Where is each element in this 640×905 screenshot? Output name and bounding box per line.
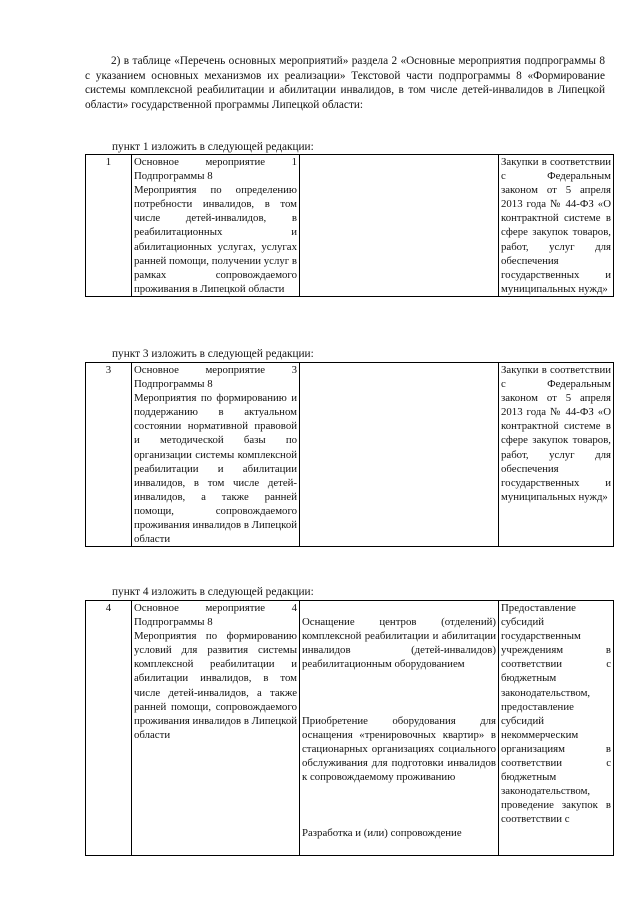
row-number: 3 [86, 363, 132, 547]
table-row [86, 363, 614, 547]
amendment-note-4: пункт 4 изложить в следующей редакции: [112, 586, 314, 598]
measures-table-4 [85, 600, 614, 856]
measure-name: Основное мероприятие 3 Подпрограммы 8 Мероприятия по формированию и поддержанию в актуальном состоянии нормативной правовой и методической базы по организации системы комплексной реабилитации и абилитации инвалидов, в том числе детей-инвалидов, а также ранней помощи, сопровождаемого проживания инвалидов в Липецкой области [132, 363, 300, 547]
measure-description [300, 155, 499, 297]
measure-description [300, 363, 499, 547]
description-item-1: Оснащение центров (отделений) комплексной реабилитации и абилитации инвалидов (детей-инвалидов) реабилитационным оборудованием [302, 616, 496, 671]
table-row [86, 601, 614, 856]
amendment-note-1: пункт 1 изложить в следующей редакции: [112, 141, 314, 153]
row-number: 1 [86, 155, 132, 297]
amendment-note-3: пункт 3 изложить в следующей редакции: [112, 348, 314, 360]
measure-name: Основное мероприятие 4 Подпрограммы 8 Мероприятия по формированию условий для развития системы комплексной реабилитации и абилитации инвалидов, в том числе детей-инвалидов, а также ранней помощи, сопровождаемого проживания инвалидов в Липецкой области [132, 601, 300, 856]
table-row [86, 155, 614, 297]
implementation-mechanism: Закупки в соответствии с Федеральным законом от 5 апреля 2013 года № 44-ФЗ «О контрактной системе в сфере закупок товаров, работ, услуг для обеспечения государственных и муниципальных нужд» [499, 363, 614, 547]
implementation-mechanism: Закупки в соответствии с Федеральным законом от 5 апреля 2013 года № 44-ФЗ «О контрактной системе в сфере закупок товаров, работ, услуг для обеспечения государственных и муниципальных нужд» [499, 155, 614, 297]
description-item-3: Разработка и (или) сопровождение [302, 827, 462, 840]
measures-table-3 [85, 362, 614, 547]
description-item-2: Приобретение оборудования для оснащения «тренировочных квартир» в стационарных организациях социального обслуживания для подготовки инвалидов к сопровождаемому проживанию [302, 714, 496, 784]
intro-paragraph: 2) в таблице «Перечень основных мероприятий» раздела 2 «Основные мероприятия подпрограммы 8 с указанием основных механизмов их реализации» Текстовой части подпрограммы 8 «Формирование системы комплексной реабилитации и абилитации инвалидов, в том числе детей-инвалидов в Липецкой области» государственной программы Липецкой области: [85, 55, 605, 111]
implementation-mechanism: Предоставление субсидий государственным учреждениям в соответствии с бюджетным законодательством, предоставление субсидий некоммерческим организациям в соответствии с бюджетным законодательством, проведение закупок в соответствии с [499, 601, 614, 856]
measure-name: Основное мероприятие 1 Подпрограммы 8 Мероприятия по определению потребности инвалидов, в том числе детей-инвалидов, в реабилитационных и абилитационных услугах, услугах ранней помощи, получении услуг в рамках сопровождаемого проживания в Липецкой области [132, 155, 300, 297]
measure-description [300, 601, 499, 856]
measures-table-1 [85, 154, 614, 297]
row-number: 4 [86, 601, 132, 856]
